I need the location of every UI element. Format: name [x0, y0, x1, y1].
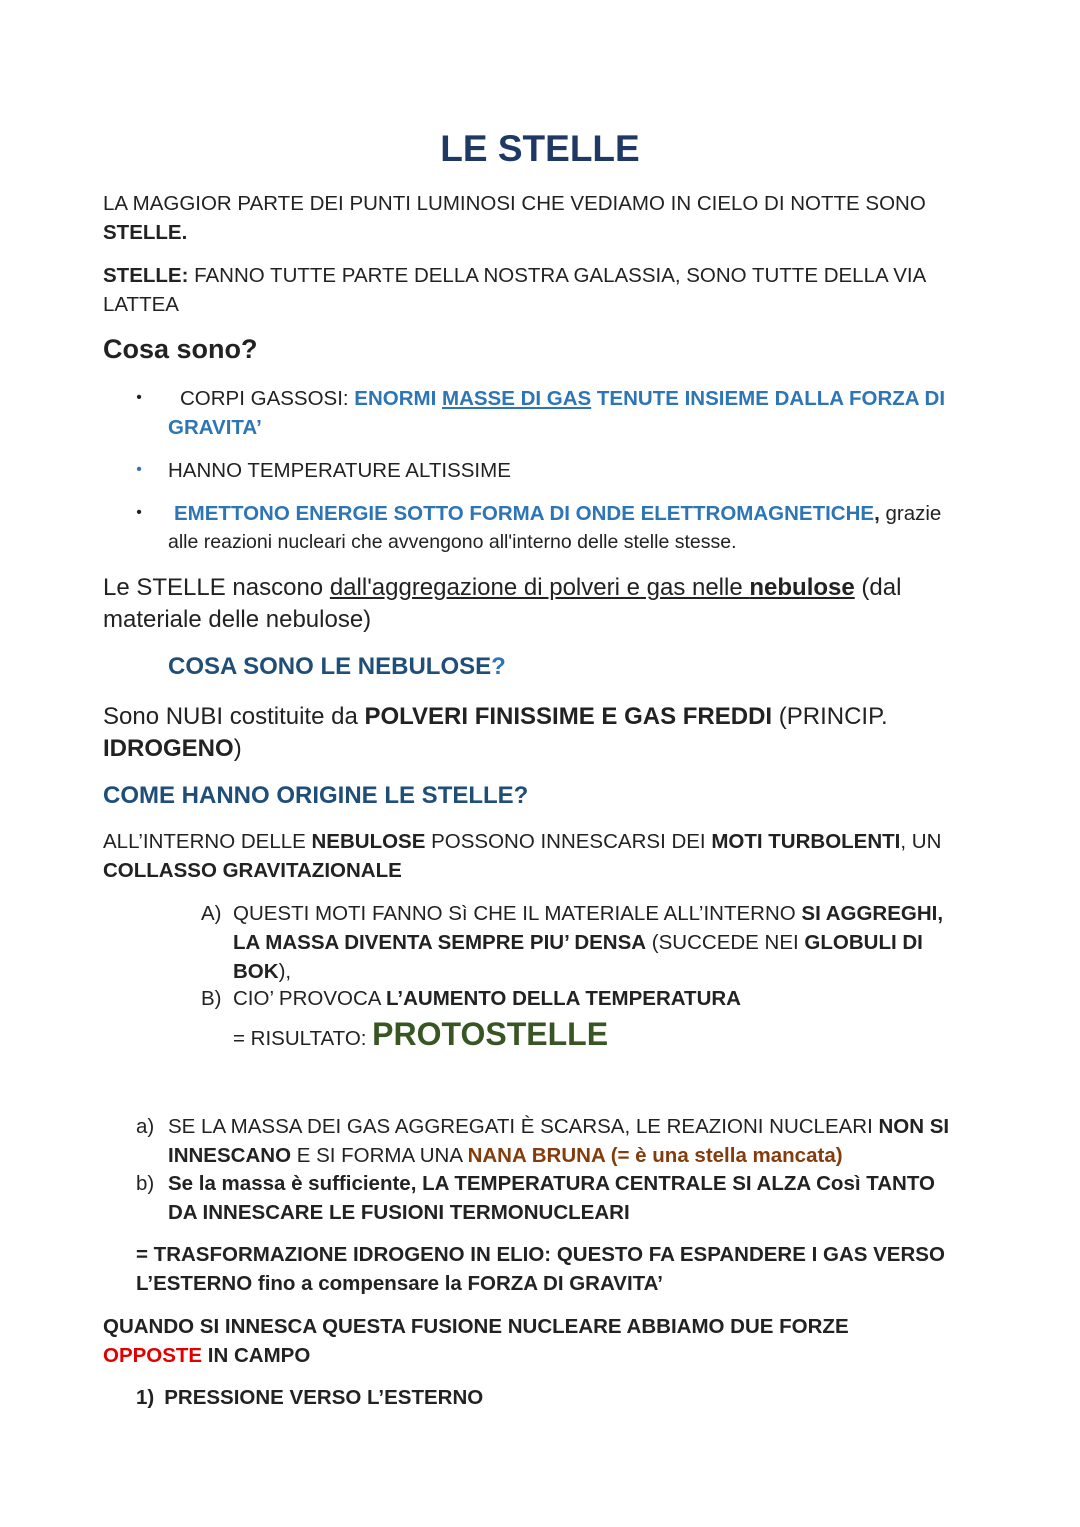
step-a-text: QUESTI MOTI FANNO Sì CHE IL MATERIALE ALL’INTERNO	[233, 902, 802, 925]
nascono-underlined: dall'aggregazione di polveri e gas nelle	[329, 574, 750, 601]
bullet-3-blue: EMETTONO ENERGIE SOTTO FORMA DI ONDE ELETTROMAGNETICHE	[174, 502, 875, 525]
nubi-text: Sono NUBI costituite da	[103, 703, 365, 730]
nascono-paragraph	[103, 572, 901, 636]
step-a-line-2-bold-2: GLOBULI DI	[804, 931, 923, 954]
nascono-text: Le STELLE nascono	[103, 574, 330, 601]
origine-line-2: COLLASSO GRAVITAZIONALE	[103, 859, 402, 882]
step-a-bok: BOK	[233, 960, 279, 983]
nubi-paragraph	[103, 701, 888, 765]
pressione-text: PRESSIONE VERSO L’ESTERNO	[164, 1386, 484, 1409]
result-line	[233, 1016, 608, 1057]
origine-text-1: ALL’INTERNO DELLE	[103, 830, 312, 853]
heading-origine: COME HANNO ORIGINE LE STELLE?	[103, 782, 529, 809]
case-b	[168, 1169, 935, 1227]
bullet-dot-icon: •	[136, 461, 142, 478]
bullet-dot-icon: •	[136, 389, 142, 406]
trasformazione-line-2: L’ESTERNO fino a compensare la FORZA DI GRAVITA’	[136, 1272, 664, 1295]
heading-nebulose-question: ?	[491, 653, 506, 680]
forze-paragraph	[103, 1312, 849, 1370]
bullet-1-underlined: MASSE DI GAS	[442, 387, 592, 410]
bullet-1-line-2: GRAVITA’	[168, 416, 262, 439]
intro-paragraph	[103, 189, 926, 247]
bullet-3-rest: grazie	[879, 502, 942, 525]
case-a-innescano: INNESCANO	[168, 1144, 292, 1167]
step-a-marker: A)	[201, 902, 222, 925]
forze-line-2-end: IN CAMPO	[202, 1344, 311, 1367]
bullet-item-energie	[168, 499, 941, 557]
step-b-marker: B)	[201, 987, 222, 1010]
result-label: = RISULTATO:	[233, 1027, 373, 1050]
forze-opposte: OPPOSTE	[103, 1344, 203, 1367]
nubi-bold: POLVERI FINISSIME E GAS FREDDI	[364, 703, 773, 730]
trasformazione-line-1: = TRASFORMAZIONE IDROGENO IN ELIO: QUESTO FA ESPANDERE I GAS VERSO	[136, 1243, 945, 1266]
step-b-bold: L’AUMENTO DELLA TEMPERATURA	[386, 987, 741, 1010]
step-b-text: CIO’ PROVOCA	[233, 987, 387, 1010]
case-b-line-1: Se la massa è sufficiente, LA TEMPERATURA CENTRALE SI ALZA Così TANTO	[168, 1172, 935, 1195]
result-protostelle: PROTOSTELLE	[372, 1016, 609, 1052]
origine-paragraph	[103, 827, 941, 885]
case-a-nana-bruna: NANA BRUNA (= è una stella mancata)	[467, 1144, 843, 1167]
nubi-close: )	[233, 735, 242, 762]
nubi-end: (PRINCIP.	[772, 703, 888, 730]
case-b-marker: b)	[136, 1172, 155, 1195]
bullet-dot-icon: •	[136, 504, 142, 521]
bullet-item-corpi-gassosi	[168, 384, 945, 442]
origine-bold-2: MOTI TURBOLENTI	[711, 830, 901, 853]
definition-text: FANNO TUTTE PARTE DELLA NOSTRA GALASSIA, SONO TUTTE DELLA VIA	[188, 264, 927, 287]
case-a-text: SE LA MASSA DEI GAS AGGREGATI È SCARSA, LE REAZIONI NUCLEARI	[168, 1115, 879, 1138]
step-a-line-2-bold: LA MASSA DIVENTA SEMPRE PIU’ DENSA	[233, 931, 647, 954]
stelle-definition	[103, 261, 926, 319]
heading-cosa-sono: Cosa sono?	[103, 334, 258, 364]
intro-line-1: LA MAGGIOR PARTE DEI PUNTI LUMINOSI CHE VEDIAMO IN CIELO DI NOTTE SONO	[103, 192, 926, 215]
bullet-3-comma: ,	[874, 502, 880, 525]
step-a-line-2-text: (SUCCEDE NEI	[646, 931, 805, 954]
step-b	[233, 984, 741, 1013]
definition-line-2: LATTEA	[103, 293, 179, 316]
origine-bold-1: NEBULOSE	[311, 830, 426, 853]
step-a-end: ),	[278, 960, 292, 983]
nubi-idrogeno: IDROGENO	[103, 735, 234, 762]
nascono-nebulose: nebulose	[749, 574, 855, 601]
case-a-line-2-text: E SI FORMA UNA	[291, 1144, 468, 1167]
definition-label: STELLE:	[103, 264, 189, 287]
pressione-item	[136, 1383, 483, 1412]
step-a	[233, 899, 943, 986]
pressione-marker: 1)	[136, 1386, 155, 1409]
bullet-1-prefix: CORPI GASSOSI:	[180, 387, 355, 410]
bullet-1-blue: ENORMI	[354, 387, 442, 410]
page-title: LE STELLE	[440, 128, 640, 169]
case-a-marker: a)	[136, 1115, 155, 1138]
heading-nebulose	[168, 653, 506, 681]
forze-line-1: QUANDO SI INNESCA QUESTA FUSIONE NUCLEARE ABBIAMO DUE FORZE	[103, 1315, 849, 1338]
case-a-bold: NON SI	[878, 1115, 950, 1138]
bullet-item-temperature: HANNO TEMPERATURE ALTISSIME	[168, 459, 511, 482]
nascono-line-2: materiale delle nebulose)	[103, 606, 372, 633]
case-b-line-2: DA INNESCARE LE FUSIONI TERMONUCLEARI	[168, 1201, 630, 1224]
nascono-end: (dal	[854, 574, 902, 601]
trasformazione-paragraph	[136, 1240, 945, 1298]
step-a-bold: SI AGGREGHI,	[801, 902, 944, 925]
intro-line-2: STELLE.	[103, 221, 188, 244]
origine-text-2: POSSONO INNESCARSI DEI	[425, 830, 712, 853]
bullet-1-blue-end: TENUTE INSIEME DALLA FORZA DI	[591, 387, 946, 410]
case-a	[168, 1112, 949, 1170]
origine-text-3: , UN	[900, 830, 942, 853]
heading-nebulose-text: COSA SONO LE NEBULOSE	[168, 653, 492, 680]
bullet-3-line-2: alle reazioni nucleari che avvengono all'interno delle stelle stesse.	[168, 531, 737, 553]
